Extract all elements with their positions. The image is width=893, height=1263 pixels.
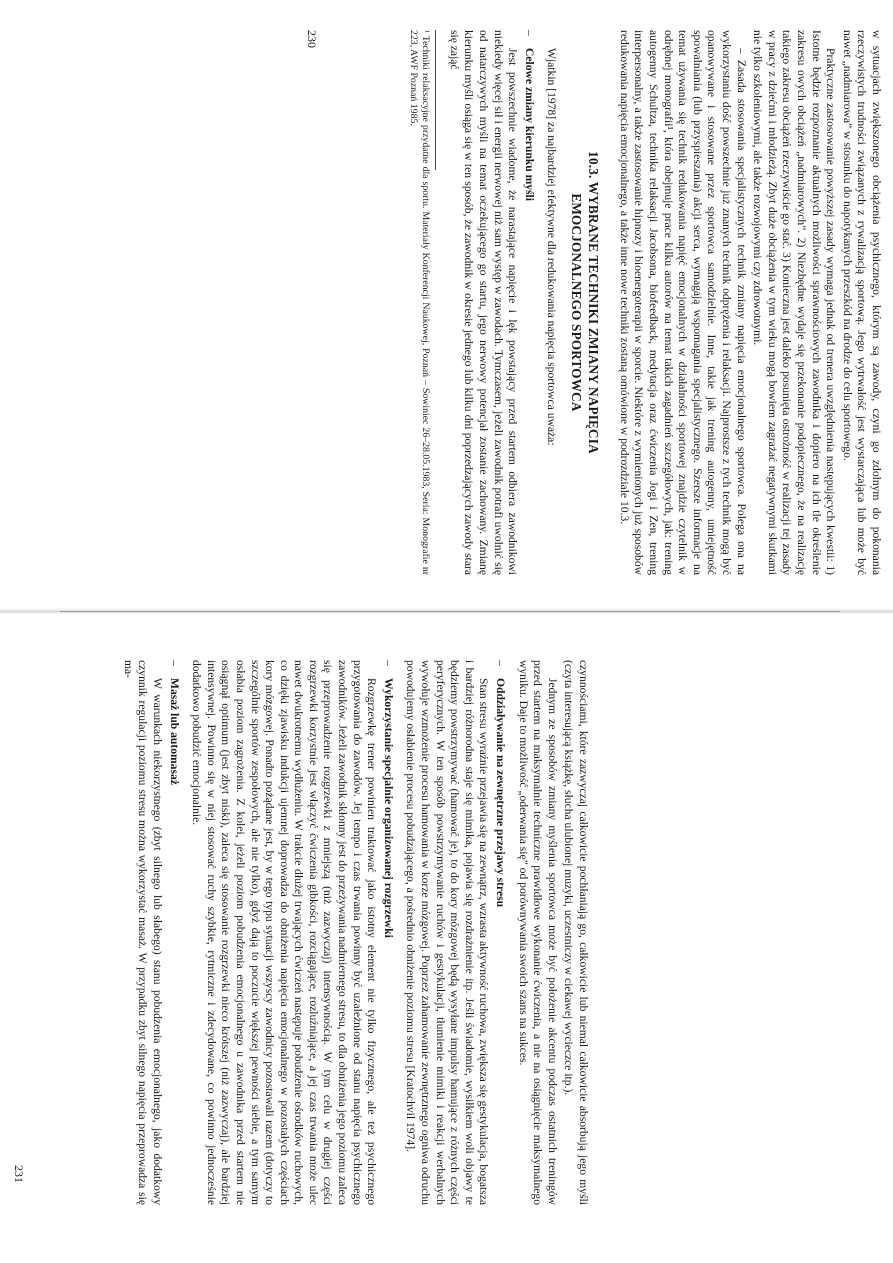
section-heading-line-2: EMOCJONALNEGO SPORTOWCA [569, 193, 585, 412]
paragraph: czynnościami, które zazwyczaj całkowicie pochłaniają go, całkowicie lub niemal całkowicie absorbują jego myśli (czyta interesującą książkę, słucha ulubionej muzyki, uczestniczy w ciekawej wycieczce itp.). [562, 660, 590, 1205]
paragraph: Rozgrzewkę trener powinien traktować jako istotny element nie tylko fizycznego, ale też psychicznego przygotowania do zawodów. Jej tempo i czas trwania powinny być uzależnione od stanu napięcia psychicznego zawodników. Jeżeli zawodnik skłonny jest do przeżywania nadmiernego stresu, to dla obniżenia jego poziomu zaleca się przeprowadzenie rozgrzewki z mniejszą (niż zazwyczaj) intensywnością. W tym celu w drugiej części rozgrzewki korzystnie jest włączyć ćwiczenia gibkości, rozciągające, rozluźniające, a jej czas trwania może ulec nawet dwukrotnemu wydłużeniu. W trakcie dłużej trwających ćwiczeń następuje pobudzenie ośrodków ruchowych, co dzięki zjawisku indukcji ujemnej doprowadza do obniżenia napięcia emocjonalnego w pozostałych częściach kory mózgowej. Ponadto pożądane jest, by w tego typu sytuacji wszyscy zawodnicy pozostawali razem (dotyczy to szczególnie sportów zespołowych, ale nie tylko), gdyż dają to poczucie większej pewności siebie, a tym samym osłabia poziom zagrożenia. Z kolei, jeżeli poziom pobudzenia emocjonalnego u zawodnika przed startem nie osiągnął optimum (jest zbyt niski), zaleca się stosowanie rozgrzewki nieco krótszej (niż zazwyczaj), ale bardziej intensywnej. Powinno się w niej stosować ruchy szybkie, rytmiczne i zdecydowane, co powinno jednocześnie dodatkowo pobudzić emocjonalnie. [190, 660, 379, 1205]
subheading-text: Masaż lub automasaż [167, 678, 181, 785]
subheading-text: Oddziaływanie na zewnętrzne przejawy stresu [494, 678, 508, 908]
paragraph: Jednym ze sposobów zmiany myślenia sportowca może być położenie akcentu podczas ostatnich treningów przed startem na maksymalnie techniczne prawidłowe wykonanie ćwiczenia, a nie na osiągnięcie maksymalnego wyniku. Daje to możliwość „oderwania się” od porównywania swoich szans na sukces. [516, 660, 559, 1205]
page-231-column [118, 660, 590, 1205]
footnote: ¹ Techniki relaksacyjne przydatne dla sportu. Materiały Konferencji Naukowej, Poznań – Sowiniec 26–28.05.1983, Seria: Monografie nr 223, AWF Poznań 1985. [407, 30, 432, 575]
subheading: –Masaż lub automasaż [167, 660, 181, 785]
subheading: –Oddziaływanie na zewnętrzne przejawy stresu [494, 660, 508, 908]
paragraph: Jest powszechnie wiadome, że narastające napięcie i lęk powstający przed startem odbiera zawodnikowi niekiedy więcej sił i energii nerwowej niż sam występ w zawodach. Tymczasem, jeżeli zawodnik potrafi uwolnić się od natarczywych myśli na temat oczekującego go startu, jego nerwowy potencjał zostanie zachowany. Zmianę kierunku myśli osiąga się w ten sposób, że zawodnik w okresie jednego lub kilku dni poprzedzających zawody stara się zająć [447, 30, 520, 575]
paragraph: Praktyczne zastosowanie powyższej zasady wymaga jednak od trenera uwzględnienia następujących kwestii: 1) Istotne będzie rozpoznanie aktualnych możliwości sprawnościowych zawodnika i dopiero na ich tle określenie zakresu owych obciążeń „nadmiarowych”. 2) Niezbędne wydaje się przekonanie podopiecznego, że na realizację takiego zakresu obciążeń rzeczywiście go stać. 3) Konieczna jest daleko posunięta ostrożność w realizacji tej zasady w pracy z dziećmi i młodzieżą. Zbyt duże obciążenia w tym wieku mogą bowiem zagrażać negatywnymi skutkami nie tylko szkoleniowymi, ale także rozwojowymi czy zdrowotnymi. [751, 30, 838, 575]
subheading-text: Wykorzystanie specjalnie organizowanej rozgrzewki [381, 678, 395, 938]
subheading: –Celowe zmiany kierunku myśli [522, 30, 536, 201]
page-number: 231 [12, 1165, 26, 1183]
paragraph: w sytuacjach zwiększonego obciążenia psychicznego, którym są zawody, czyni go zdolnym do pokonania rzeczywistych trudności związanych z rywalizacją sportową. Jego wytrwałość jest wystarczająca lub może być nawet „nadmiarowa” w stosunku do napotykanych przeszkód na drodze do celu sportowego. [840, 30, 883, 575]
subheading: –Wykorzystanie specjalnie organizowanej rozgrzewki [381, 660, 395, 938]
subheading-text: Celowe zmiany kierunku myśli [522, 48, 536, 201]
paragraph: Wjatkin [1978] za najbardziej efektywne dla redukowania napięcia sportowca uważa: [545, 48, 559, 446]
paragraph: – Zasada stosowania specjalistycznych technik zmiany napięcia emocjonalnego sportowca. Polega ona na wykorzystaniu dość powszechnie już znanych technik odprężenia i relaksacji. Najprostsze z tych technik mogą być opanowywane i stosowane przez sportowca samodzielnie. Inne, takie jak trening autogenny, umiejętność spowalniania (lub przyspieszania) akcji serca, wymagają wspomagania specjalistycznego. Szersze informacje na temat używania się technik redukowania napięć emocjonalnych w działalności sportowej znajdzie czytelnik w odrębnej monografii¹, która obejmuje prace kilku autorów na temat takich zagadnień szczegółowych, jak: trening autogenny Schultza, technika relaksacji Jacobsona, biofeedback, medytacja oraz ćwiczenia Jogi i Zen, trening interpersonalny, a także zastosowanie hipnozy i bioenergoterapii w sporcie. Niektóre z wymienionych już sposobów redukowania napięcia emocjonalnego, a także inne nowe techniki zostaną omówione w podrozdziale 10.3. [617, 30, 748, 575]
paragraph: W warunkach niekorzystnego (zbyt silnego lub słabego) stanu pobudzenia emocjonalnego, jako dodatkowy czynnik regulacji poziomu stresu można wykorzystać masaż. W przypadku zbyt silnego napięcia przeprowadza się ma- [121, 660, 164, 1205]
section-heading-line-1: 10.3. WYBRANE TECHNIKI ZMIANY NAPIĘCIA [586, 151, 602, 454]
paragraph: Stan stresu wyraźnie przejawia się na zewnątrz, wzrasta aktywność ruchowa, zwiększa się gestykulacja, bogatsza i bardziej różnorodna staje się mimika, pojawia się rozdrażnienie itp. Jeśli świadomie, wysiłkiem woli objawy te będziemy powstrzymywać (hamować je), to do kory mózgowej będą wysyłane impulsy hamujące z różnych części peryferycznych. W ten sposób powstrzymywanie ruchów i gestykulacji, tłumienie mimiki i reakcji werbalnych wywołuje wzmożenie procesu hamowania w korze mózgowej. Poprzez zahamowanie zewnętrznego ogniwa odruchu powodujemy osłabienie procesu pobudzającego, a pośrednio obniżenie poziomu stresu [Kratochvil 1974]. [404, 660, 491, 1205]
page-number: 230 [305, 30, 319, 48]
